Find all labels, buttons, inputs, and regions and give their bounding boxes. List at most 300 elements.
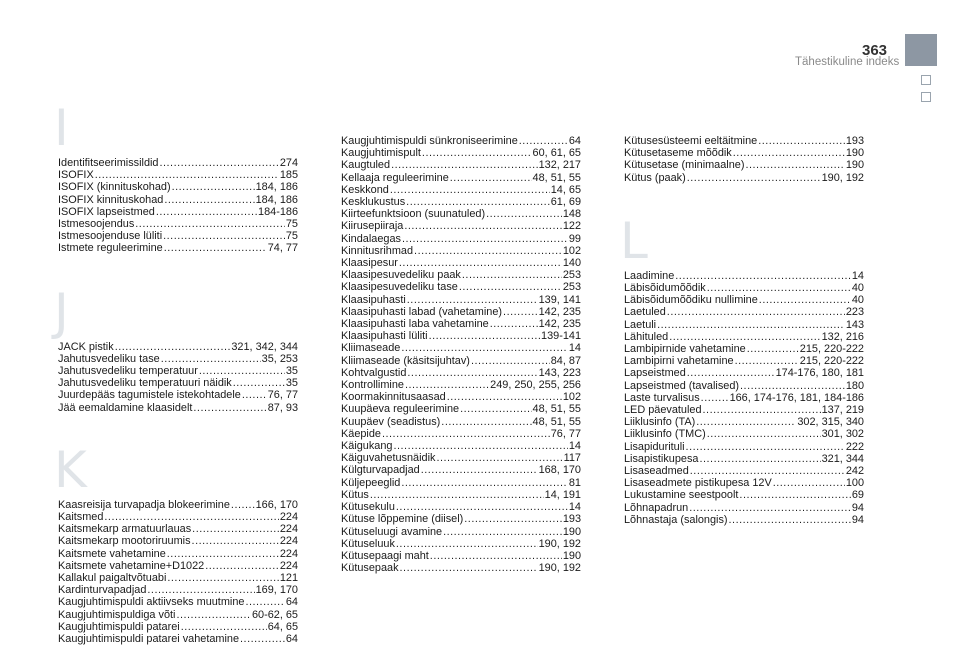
entry-pages[interactable]: 100 <box>845 477 864 490</box>
index-entry[interactable] <box>624 453 864 465</box>
dot-leader <box>689 502 851 514</box>
entry-term: Lisaseadmete pistikupesa 12V <box>624 477 772 490</box>
entry-pages[interactable]: 76, 77 <box>550 427 581 440</box>
entry-term: Lähituled <box>624 330 669 343</box>
index-entry[interactable] <box>624 477 864 489</box>
dot-leader <box>135 218 285 230</box>
index-entry[interactable] <box>341 403 581 415</box>
entry-term: Klaasipuhasti laba vahetamine <box>341 318 489 331</box>
entry-term: Klaasipesur <box>341 257 398 270</box>
dot-leader <box>687 172 821 184</box>
entry-pages[interactable]: 40 <box>851 294 864 307</box>
entry-pages[interactable]: 75 <box>285 218 298 231</box>
index-entry[interactable] <box>58 584 298 596</box>
dot-leader <box>699 453 820 465</box>
entry-term: Kesklukustus <box>341 196 406 209</box>
index-column-1 <box>54 99 298 645</box>
entry-term: Kaitsmete vahetamine+D1022 <box>58 559 205 572</box>
index-entry[interactable] <box>624 343 864 355</box>
entry-pages[interactable]: 102 <box>562 391 581 404</box>
entry-term: Laetuli <box>624 318 657 331</box>
entry-pages[interactable]: 224 <box>279 523 298 536</box>
index-entry[interactable] <box>341 184 581 196</box>
entry-term: Kohtvalgustid <box>341 366 407 379</box>
index-entry[interactable] <box>58 181 298 193</box>
entry-pages[interactable]: 35 <box>285 365 298 378</box>
dot-leader <box>176 609 251 621</box>
index-entry[interactable] <box>58 511 298 523</box>
entry-pages[interactable]: 224 <box>279 559 298 572</box>
dot-leader <box>503 306 538 318</box>
entry-term: Kaugtuled <box>341 159 391 172</box>
entry-term: Kuupäeva reguleerimine <box>341 403 460 416</box>
index-entry[interactable] <box>624 172 864 184</box>
index-entry[interactable] <box>58 499 298 511</box>
index-entry[interactable] <box>341 294 581 306</box>
index-entry[interactable] <box>341 269 581 281</box>
entry-term: Kütusekulu <box>341 501 395 514</box>
index-entry[interactable] <box>58 402 298 414</box>
entry-term: Jahutusvedeliku tase <box>58 352 160 365</box>
dot-leader <box>407 367 537 379</box>
entry-pages[interactable]: 117 <box>563 452 581 465</box>
entry-pages[interactable]: 180 <box>845 379 864 392</box>
entry-pages[interactable]: 222 <box>845 440 864 453</box>
entry-pages[interactable]: 137, 219 <box>821 404 864 417</box>
index-entry[interactable] <box>341 477 581 489</box>
entry-term: Küljepeeglid <box>341 476 401 489</box>
entry-pages[interactable]: 61, 69 <box>550 196 581 209</box>
entry-pages[interactable]: 190 <box>562 525 581 538</box>
dot-leader <box>399 257 562 269</box>
index-entry[interactable] <box>341 367 581 379</box>
index-entry[interactable] <box>341 135 581 147</box>
index-entry[interactable] <box>58 169 298 181</box>
dot-leader <box>400 562 538 574</box>
index-entry[interactable] <box>341 416 581 428</box>
entry-pages[interactable]: 139-141 <box>541 330 581 343</box>
entry-term: ISOFIX kinnituskohad <box>58 193 164 206</box>
entry-term: Kütuseluuk <box>341 537 395 550</box>
entry-pages[interactable]: 168, 170 <box>538 464 581 477</box>
dot-leader <box>391 159 538 171</box>
dot-leader <box>167 572 278 584</box>
dot-leader <box>733 147 845 159</box>
dot-leader <box>199 365 285 377</box>
dot-leader <box>657 319 845 331</box>
entry-pages[interactable]: 121 <box>279 572 298 585</box>
entry-pages[interactable]: 87, 93 <box>267 401 298 414</box>
entry-pages[interactable]: 190 <box>845 147 864 160</box>
index-entry[interactable] <box>341 257 581 269</box>
index-entry[interactable] <box>58 194 298 206</box>
entry-pages[interactable]: 301, 302 <box>821 428 864 441</box>
entry-pages[interactable]: 64, 65 <box>267 620 298 633</box>
entry-pages[interactable]: 190 <box>845 159 864 172</box>
index-entry[interactable] <box>341 196 581 208</box>
entry-term: Lisaseadmed <box>624 465 689 478</box>
dot-leader <box>758 135 845 147</box>
index-entry[interactable] <box>341 513 581 525</box>
entry-pages[interactable]: 14 <box>568 501 581 514</box>
entry-term: Koormakinnitusaasad <box>341 391 446 404</box>
entry-pages[interactable]: 94 <box>851 501 864 514</box>
dot-leader <box>401 342 568 354</box>
chapter-marker <box>921 92 931 102</box>
dot-leader <box>164 194 254 206</box>
entry-pages[interactable]: 75 <box>285 230 298 243</box>
dot-leader <box>396 501 568 513</box>
entry-term: Laste turvalisus <box>624 391 700 404</box>
entry-pages[interactable]: 184-186 <box>258 205 298 218</box>
entry-term: Kaugjuhtimispuldiga võti <box>58 608 176 621</box>
dot-leader <box>192 535 279 547</box>
index-entry[interactable] <box>624 441 864 453</box>
dot-leader <box>193 402 266 414</box>
entry-pages[interactable]: 14 <box>568 342 581 355</box>
index-entry[interactable] <box>341 220 581 232</box>
entry-term: Klaasipuhasti labad (vahetamine) <box>341 305 503 318</box>
dot-leader <box>747 343 799 355</box>
index-entry[interactable] <box>341 440 581 452</box>
index-entry[interactable] <box>624 392 864 404</box>
dot-leader <box>421 464 538 476</box>
entry-term: Kallakul paigaltvõtuabi <box>58 572 167 585</box>
index-entry[interactable] <box>341 379 581 391</box>
index-entry[interactable] <box>341 464 581 476</box>
entry-pages[interactable]: 14, 65 <box>550 183 581 196</box>
dot-leader <box>192 523 279 535</box>
entry-pages[interactable]: 193 <box>562 513 581 526</box>
index-entry[interactable] <box>624 331 864 343</box>
dot-leader <box>164 242 267 254</box>
entry-term: Läbisõidumõõdik <box>624 282 706 295</box>
dot-leader <box>115 341 231 353</box>
index-entry[interactable] <box>58 377 298 389</box>
entry-pages[interactable]: 94 <box>851 513 864 526</box>
dot-leader <box>95 169 279 181</box>
dot-leader <box>739 489 850 501</box>
index-entry[interactable] <box>341 208 581 220</box>
dot-leader <box>773 477 845 489</box>
index-entry[interactable] <box>341 452 581 464</box>
dot-leader <box>406 196 550 208</box>
entry-pages[interactable]: 249, 250, 255, 256 <box>490 379 581 392</box>
entry-pages[interactable]: 143 <box>845 318 864 331</box>
dot-leader <box>696 416 796 428</box>
entry-pages[interactable]: 48, 51, 55 <box>532 403 581 416</box>
dot-leader <box>104 511 278 523</box>
entry-term: Kütus <box>341 488 369 501</box>
dot-leader <box>703 404 821 416</box>
entry-pages[interactable]: 64 <box>285 633 298 645</box>
entry-pages[interactable]: 166, 170 <box>255 498 298 511</box>
entry-pages[interactable]: 302, 315, 340 <box>797 416 864 429</box>
index-entry[interactable] <box>58 230 298 242</box>
index-section <box>341 135 581 574</box>
dot-leader <box>429 330 540 342</box>
index-entry[interactable] <box>341 172 581 184</box>
dot-leader <box>735 355 799 367</box>
index-entry[interactable] <box>341 342 581 354</box>
entry-term: Kütus (paak) <box>624 171 686 184</box>
dot-leader <box>205 560 279 572</box>
dot-leader <box>519 135 568 147</box>
index-entry[interactable] <box>58 535 298 547</box>
dot-leader <box>669 331 820 343</box>
dot-leader <box>460 403 531 415</box>
entry-term: Kütuseluugi avamine <box>341 525 443 538</box>
index-entry[interactable] <box>341 355 581 367</box>
entry-pages[interactable]: 190 <box>562 549 581 562</box>
entry-term: Lõhnastaja (salongis) <box>624 513 728 526</box>
index-entry[interactable] <box>58 353 298 365</box>
entry-term: Kliimaseade <box>341 342 401 355</box>
dot-leader <box>690 465 845 477</box>
index-entry[interactable] <box>624 404 864 416</box>
entry-pages[interactable]: 76, 77 <box>267 389 298 402</box>
entry-pages[interactable]: 14 <box>568 440 581 453</box>
entry-pages[interactable]: 69 <box>851 489 864 502</box>
entry-pages[interactable]: 193 <box>845 135 864 147</box>
dot-leader <box>436 452 562 464</box>
entry-term: Kütuse lõppemine (diisel) <box>341 513 464 526</box>
dot-leader <box>231 499 255 511</box>
entry-pages[interactable]: 102 <box>562 244 581 257</box>
entry-pages[interactable]: 140 <box>562 257 581 270</box>
entry-pages[interactable]: 274 <box>279 157 298 169</box>
chapter-tab <box>905 34 937 66</box>
index-entry[interactable] <box>624 135 864 147</box>
entry-term: Identifitseerimissildid <box>58 157 159 169</box>
chapter-marker <box>921 75 931 85</box>
entry-term: Jää eemaldamine klaasidelt <box>58 401 193 414</box>
index-entry[interactable] <box>58 341 298 353</box>
index-entry[interactable] <box>624 489 864 501</box>
entry-term: JACK pistik <box>58 340 114 353</box>
entry-pages[interactable]: 190, 192 <box>538 537 581 550</box>
index-entry[interactable] <box>58 157 298 169</box>
entry-term: Klaasipesuvedeliku tase <box>341 281 458 294</box>
entry-term: Kütusesüsteemi eeltäitmine <box>624 135 758 147</box>
index-entry[interactable] <box>624 502 864 514</box>
entry-pages[interactable]: 132, 216 <box>821 330 864 343</box>
entry-term: Liiklusinfo (TA) <box>624 416 696 429</box>
dot-leader <box>759 294 851 306</box>
index-entry[interactable] <box>624 159 864 171</box>
index-entry[interactable] <box>58 572 298 584</box>
entry-pages[interactable]: 185 <box>279 169 298 182</box>
index-entry[interactable] <box>624 306 864 318</box>
index-entry[interactable] <box>624 416 864 428</box>
entry-term: Kütusepaak <box>341 562 399 575</box>
index-entry[interactable] <box>624 270 864 282</box>
index-entry[interactable] <box>341 428 581 440</box>
index-entry[interactable] <box>624 319 864 331</box>
index-entry[interactable] <box>341 550 581 562</box>
entry-pages[interactable]: 139, 141 <box>538 293 581 306</box>
index-letter: L <box>620 211 648 270</box>
index-entry[interactable] <box>58 633 298 645</box>
entry-pages[interactable]: 14, 191 <box>544 488 581 501</box>
dot-leader <box>745 159 844 171</box>
dot-leader <box>240 633 285 645</box>
index-entry[interactable] <box>624 355 864 367</box>
index-entry[interactable] <box>58 242 298 254</box>
dot-leader <box>701 392 729 404</box>
index-entry[interactable] <box>58 609 298 621</box>
dot-leader <box>181 621 267 633</box>
index-entry[interactable] <box>341 245 581 257</box>
index-entry[interactable] <box>58 206 298 218</box>
entry-pages[interactable]: 143, 223 <box>538 366 581 379</box>
entry-pages[interactable]: 321, 344 <box>821 452 864 465</box>
section-title: Tähestikuline indeks <box>795 56 900 68</box>
index-entry[interactable] <box>624 380 864 392</box>
entry-term: Lõhnapadrun <box>624 501 689 514</box>
index-entry[interactable] <box>58 218 298 230</box>
entry-term: Kardinturvapadjad <box>58 584 147 597</box>
entry-pages[interactable]: 224 <box>279 511 298 524</box>
index-entry[interactable] <box>624 282 864 294</box>
dot-leader <box>462 269 562 281</box>
entry-pages[interactable]: 122 <box>562 220 581 233</box>
dot-leader <box>447 391 562 403</box>
entry-pages[interactable]: 35 <box>285 377 298 390</box>
dot-leader <box>245 596 284 608</box>
index-entry[interactable] <box>58 560 298 572</box>
entry-term: Kütusepaagi maht <box>341 549 429 562</box>
entry-term: Kuupäev (seadistus) <box>341 415 441 428</box>
dot-leader <box>242 389 267 401</box>
entry-term: Liiklusinfo (TMC) <box>624 428 706 441</box>
dot-leader <box>393 440 567 452</box>
entry-pages[interactable]: 184, 186 <box>255 181 298 194</box>
entry-pages[interactable]: 190, 192 <box>821 171 864 184</box>
entry-term: Käepide <box>341 427 381 440</box>
entry-term: Keskkond <box>341 183 389 196</box>
entry-pages[interactable]: 223 <box>845 306 864 319</box>
index-entry[interactable] <box>341 391 581 403</box>
entry-term: Kliimaseade (käsitsijuhtav) <box>341 354 470 367</box>
entry-term: Klaasipuhasti lüliti <box>341 330 428 343</box>
entry-term: Jahutusvedeliku temperatuur <box>58 365 198 378</box>
index-entry[interactable] <box>341 281 581 293</box>
entry-term: ISOFIX (kinnituskohad) <box>58 181 171 194</box>
index-entry[interactable] <box>624 147 864 159</box>
entry-pages[interactable]: 60-62, 65 <box>251 608 298 621</box>
entry-pages[interactable]: 190, 192 <box>538 562 581 575</box>
entry-term: Lapseistmed (tavalised) <box>624 379 740 392</box>
entry-pages[interactable]: 169, 170 <box>255 584 298 597</box>
entry-term: Kaugjuhtimispuldi patarei vahetamine <box>58 633 240 645</box>
entry-pages[interactable]: 74, 77 <box>267 242 298 255</box>
index-entry[interactable] <box>341 489 581 501</box>
index-entry[interactable] <box>341 306 581 318</box>
index-section <box>624 135 864 184</box>
entry-pages[interactable]: 166, 174-176, 181, 184-186 <box>729 391 864 404</box>
entry-pages[interactable]: 48, 51, 55 <box>532 171 581 184</box>
entry-pages[interactable]: 132, 217 <box>538 159 581 172</box>
entry-pages[interactable]: 242 <box>845 465 864 478</box>
index-entry[interactable] <box>624 294 864 306</box>
index-entry[interactable] <box>624 465 864 477</box>
entry-pages[interactable]: 321, 342, 344 <box>231 340 298 353</box>
dot-leader <box>370 489 544 501</box>
entry-pages[interactable]: 253 <box>562 269 581 282</box>
entry-term: Kaitsmed <box>58 511 104 524</box>
entry-pages[interactable]: 64 <box>285 596 298 609</box>
entry-pages[interactable]: 215, 220-222 <box>799 343 864 356</box>
entry-pages[interactable]: 60, 61, 65 <box>532 147 581 160</box>
dot-leader <box>707 282 851 294</box>
index-entry[interactable] <box>58 389 298 401</box>
index-entry[interactable] <box>341 562 581 574</box>
entry-pages[interactable]: 215, 220-222 <box>799 355 864 368</box>
dot-leader <box>147 584 254 596</box>
index-entry[interactable] <box>624 514 864 526</box>
entry-pages[interactable]: 48, 51, 55 <box>532 415 581 428</box>
dot-leader <box>707 428 821 440</box>
entry-term: Klaasipesuvedeliku paak <box>341 269 461 282</box>
index-entry[interactable] <box>58 548 298 560</box>
entry-term: Lukustamine seestpoolt <box>624 489 739 502</box>
index-entry[interactable] <box>341 318 581 330</box>
entry-term: Külgturvapadjad <box>341 464 420 477</box>
entry-pages[interactable]: 148 <box>562 208 581 221</box>
entry-pages[interactable]: 14 <box>851 269 864 282</box>
entry-term: Kütusetase (minimaalne) <box>624 159 745 172</box>
entry-pages[interactable]: 64 <box>568 135 581 147</box>
entry-pages[interactable]: 40 <box>851 282 864 295</box>
entry-pages[interactable]: 142, 235 <box>538 305 581 318</box>
entry-term: Istmesoojendus <box>58 218 135 231</box>
entry-pages[interactable]: 253 <box>562 281 581 294</box>
dot-leader <box>172 181 255 193</box>
entry-pages[interactable]: 224 <box>279 535 298 548</box>
index-entry[interactable] <box>58 523 298 535</box>
entry-pages[interactable]: 174-176, 180, 181 <box>775 367 864 380</box>
index-entry[interactable] <box>58 365 298 377</box>
index-entry[interactable] <box>341 233 581 245</box>
dot-leader <box>450 172 532 184</box>
index-entry[interactable] <box>341 526 581 538</box>
entry-term: Lapseistmed <box>624 367 686 380</box>
entry-pages[interactable]: 84, 87 <box>550 354 581 367</box>
dot-leader <box>396 538 538 550</box>
index-entry[interactable] <box>58 621 298 633</box>
index-entry[interactable] <box>341 159 581 171</box>
entry-term: Käigukang <box>341 440 393 453</box>
index-entry[interactable] <box>58 596 298 608</box>
entry-pages[interactable]: 224 <box>279 547 298 560</box>
entry-pages[interactable]: 142, 235 <box>538 318 581 331</box>
entry-pages[interactable]: 35, 253 <box>261 352 298 365</box>
index-section <box>54 99 298 255</box>
index-letter: K <box>54 440 87 499</box>
index-entry[interactable] <box>624 428 864 440</box>
index-entry[interactable] <box>341 501 581 513</box>
entry-pages[interactable]: 81 <box>568 476 581 489</box>
entry-pages[interactable]: 184, 186 <box>255 193 298 206</box>
entry-pages[interactable]: 99 <box>568 232 581 245</box>
index-entry[interactable] <box>624 367 864 379</box>
index-entry[interactable] <box>341 538 581 550</box>
entry-term: Istmete reguleerimine <box>58 242 163 255</box>
index-entry[interactable] <box>341 330 581 342</box>
dot-leader <box>161 353 261 365</box>
index-entry[interactable] <box>341 147 581 159</box>
